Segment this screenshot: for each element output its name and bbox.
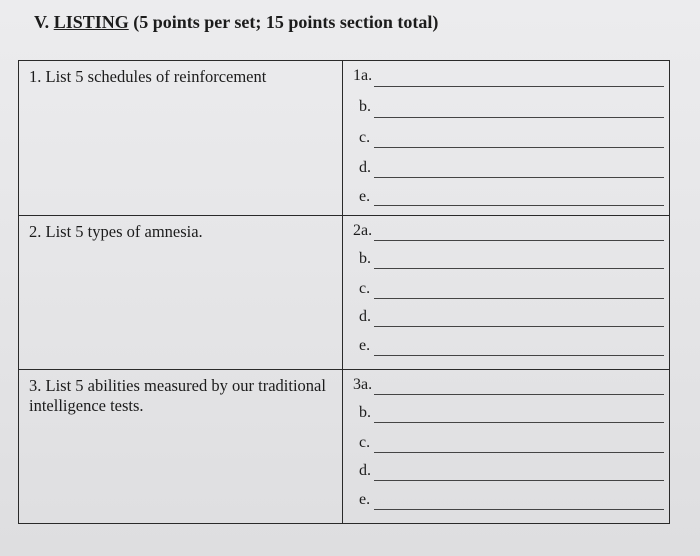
question-row-3 <box>19 370 669 522</box>
answer-2d-line[interactable] <box>374 326 664 327</box>
answer-2a-line[interactable] <box>374 240 664 241</box>
section-numeral: V. <box>34 12 50 32</box>
answer-3e-line[interactable] <box>374 509 664 510</box>
listing-table <box>18 60 670 524</box>
answer-3d-label: d. <box>359 462 371 479</box>
answer-2e-line[interactable] <box>374 355 664 356</box>
answer-1d-label: d. <box>359 159 371 176</box>
answer-1e-label: e. <box>359 188 371 205</box>
question-row-2 <box>19 216 669 370</box>
answer-1a-line[interactable] <box>374 86 664 87</box>
answer-3a-line[interactable] <box>374 394 664 395</box>
question-2-text: 2. List 5 types of amnesia. <box>29 222 203 241</box>
answer-3e-label: e. <box>359 491 371 508</box>
answer-2d-label: d. <box>359 308 371 325</box>
answer-1b-line[interactable] <box>374 117 664 118</box>
answer-2e-label: e. <box>359 337 371 354</box>
answer-1c-line[interactable] <box>374 147 664 148</box>
question-3-text: 3. List 5 abilities measured by our traditional intelligence tests. <box>29 376 326 415</box>
section-label: LISTING <box>53 12 129 32</box>
answer-1d-line[interactable] <box>374 177 664 178</box>
answer-3c-label: c. <box>359 434 371 451</box>
answer-3b-line[interactable] <box>374 422 664 423</box>
answer-1b-label: b. <box>359 98 371 115</box>
answer-2a-label: 2a. <box>353 222 373 239</box>
answer-2b-line[interactable] <box>374 268 664 269</box>
answer-1e-line[interactable] <box>374 205 664 206</box>
answer-2c-line[interactable] <box>374 298 664 299</box>
answer-1a-label: 1a. <box>353 67 373 84</box>
answer-2b-label: b. <box>359 250 371 267</box>
section-points: (5 points per set; 15 points section total) <box>133 12 439 32</box>
question-row-1 <box>19 61 669 216</box>
answer-3d-line[interactable] <box>374 480 664 481</box>
answer-3c-line[interactable] <box>374 452 664 453</box>
section-heading <box>34 12 438 33</box>
answer-3a-label: 3a. <box>353 376 373 393</box>
answer-2c-label: c. <box>359 280 371 297</box>
answer-1c-label: c. <box>359 129 371 146</box>
answer-3b-label: b. <box>359 404 371 421</box>
question-1-text: 1. List 5 schedules of reinforcement <box>29 67 267 86</box>
